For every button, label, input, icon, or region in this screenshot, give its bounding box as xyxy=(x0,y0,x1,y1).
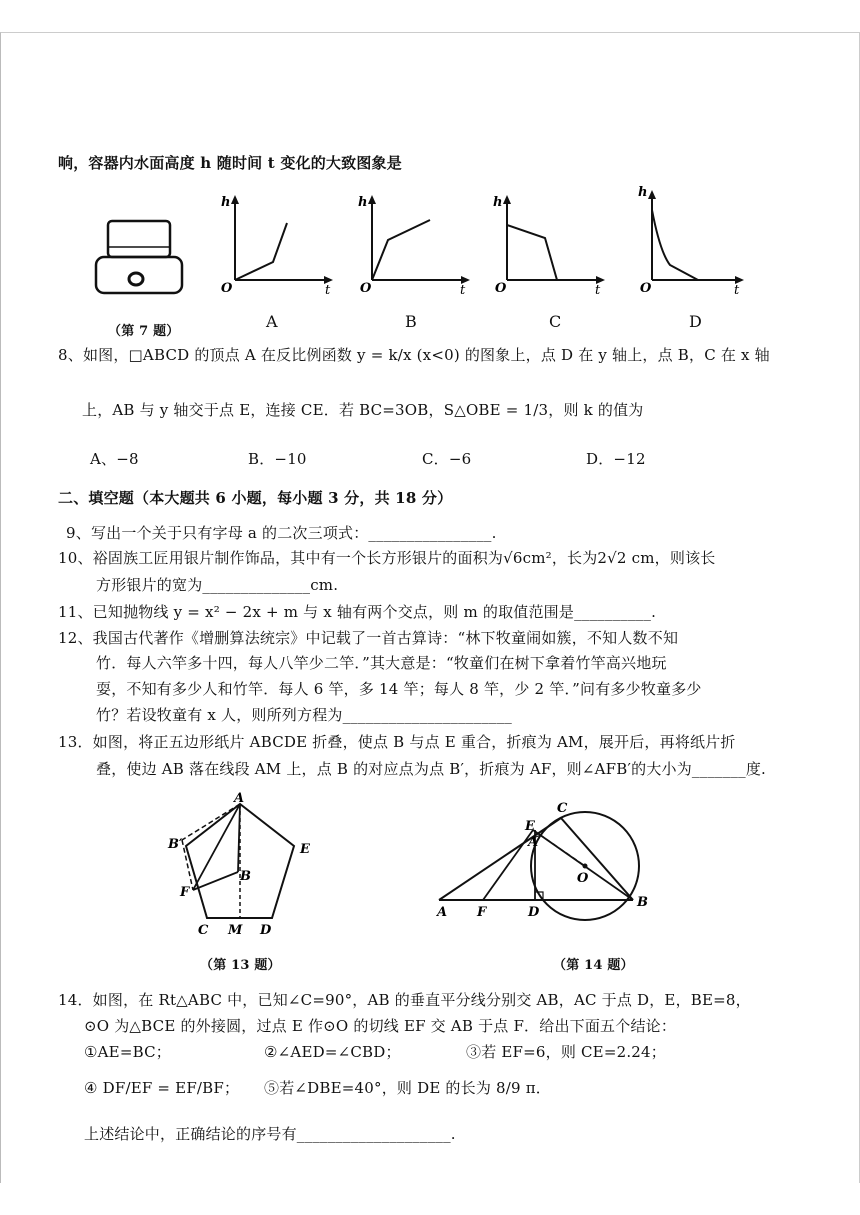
q7-graph-c xyxy=(487,190,612,300)
q7-graph-d xyxy=(630,180,755,300)
q7-option-d: D xyxy=(689,312,703,331)
q7a-h-label: h xyxy=(221,195,231,210)
q8-option-c: C．−6 xyxy=(422,450,472,468)
q13-label-b1: B′ xyxy=(168,837,183,852)
q8-line1: 8、如图，□ABCD 的顶点 A 在反比例函数 y = k/x (x<0) 的图象上，点 D 在 y 轴上，点 B，C 在 x 轴 xyxy=(58,346,770,364)
q10-line1: 10、裕固族工匠用银片制作饰品，其中有一个长方形银片的面积为√6cm²，长为2√2 cm，则该长 xyxy=(58,549,716,567)
q8-option-b: B．−10 xyxy=(248,450,307,468)
q13-label-e: E xyxy=(300,842,310,857)
q13-line1: 13．如图，将正五边形纸片 ABCDE 折叠，使点 B 与点 E 重合，折痕为 AM，展开后，再将纸片折 xyxy=(58,733,736,751)
q13-caption: （第 13 题） xyxy=(200,958,281,973)
q14-label-b: B xyxy=(637,895,648,910)
q7b-origin-label: O xyxy=(360,281,372,296)
q10-line2: 方形银片的宽为______________cm. xyxy=(96,576,339,594)
q13-label-f: F xyxy=(180,885,190,900)
q13-label-d: D xyxy=(260,923,272,938)
q7b-t-label: t xyxy=(460,283,466,298)
q14-answer-line: 上述结论中，正确结论的序号有____________________. xyxy=(84,1125,456,1143)
q8-line2: 上，AB 与 y 轴交于点 E，连接 CE．若 BC=3OB，S△OBE = 1/3，则 k 的值为 xyxy=(82,401,644,419)
q7-graph-b xyxy=(352,190,477,300)
q14-conclusion-5: ⑤若∠DBE=40°，则 DE 的长为 8/9 π． xyxy=(264,1079,551,1097)
q11-text: 11、已知抛物线 y = x² − 2x + m 与 x 轴有两个交点，则 m 的取值范围是__________. xyxy=(58,603,657,621)
q7-option-c: C xyxy=(549,312,562,331)
q12-line3: 耍，不知有多少人和竹竿．每人 6 竿，多 14 竿；每人 8 竿，少 2 竿．”问有多少牧童多少 xyxy=(96,680,702,698)
q7d-h-label: h xyxy=(638,185,648,200)
q7a-origin-label: O xyxy=(221,281,233,296)
q13-pentagon-figure xyxy=(160,790,320,940)
q7b-h-label: h xyxy=(358,195,368,210)
q7-caption: （第 7 题） xyxy=(108,324,180,339)
q13-label-c: C xyxy=(198,923,209,938)
q14-conclusion-4: ④ DF/EF = EF/BF； xyxy=(84,1079,240,1097)
q13-label-m: M xyxy=(228,923,243,938)
q14-label-c: C xyxy=(557,801,568,816)
q14-label-a: A xyxy=(528,835,539,850)
q14-conclusion-2: ②∠AED=∠CBD； xyxy=(264,1043,401,1061)
q8-option-d: D．−12 xyxy=(586,450,646,468)
q8-option-a: A、−8 xyxy=(90,450,139,468)
q14-label-f: F xyxy=(477,905,487,920)
q7-graph-a xyxy=(215,190,340,300)
q7c-t-label: t xyxy=(595,283,601,298)
q7d-origin-label: O xyxy=(640,281,652,296)
q9-text: 9、写出一个关于只有字母 a 的二次三项式：________________. xyxy=(66,524,497,542)
section-heading: 二、填空题（本大题共 6 小题，每小题 3 分，共 18 分） xyxy=(58,489,453,507)
q12-line1: 12、我国古代著作《增删算法统宗》中记载了一首古算诗：“林下牧童闹如簇，不知人数不知 xyxy=(58,629,679,647)
q13-line2: 叠，使边 AB 落在线段 AM 上，点 B 的对应点为点 B′，折痕为 AF，则∠AFB′的大小为_______度. xyxy=(96,760,766,778)
q14-circle-figure xyxy=(425,790,670,925)
q14-label-e: E xyxy=(525,819,535,834)
q7-option-a: A xyxy=(266,312,278,331)
q12-line2: 竹．每人六竿多十四，每人八竿少二竿．”其大意是：“牧童们在树下拿着竹竿高兴地玩 xyxy=(96,654,667,672)
q14-label-o: O xyxy=(577,871,589,886)
q14-conclusion-3: ③若 EF=6，则 CE=2.24； xyxy=(466,1043,666,1061)
q7a-t-label: t xyxy=(325,283,331,298)
q14-line1: 14．如图，在 Rt△ABC 中，已知∠C=90°，AB 的垂直平分线分别交 AB，AC 于点 D，E，BE=8， xyxy=(58,991,751,1009)
q14-conclusion-1: ①AE=BC； xyxy=(84,1043,171,1061)
q12-line4: 竹？若设牧童有 x 人，则所列方程为______________________ xyxy=(96,706,512,724)
q7d-t-label: t xyxy=(734,283,740,298)
q14-label-a2: A xyxy=(437,905,448,920)
q7c-origin-label: O xyxy=(495,281,507,296)
q14-line2: ⊙O 为△BCE 的外接圆，过点 E 作⊙O 的切线 EF 交 AB 于点 F．给出下面五个结论： xyxy=(84,1017,677,1035)
q7c-h-label: h xyxy=(493,195,503,210)
q7-option-b: B xyxy=(405,312,417,331)
q13-label-a: A xyxy=(234,791,245,806)
q14-label-d: D xyxy=(528,905,540,920)
q14-caption: （第 14 题） xyxy=(553,958,634,973)
q7-container-figure xyxy=(90,215,195,300)
q7-stem: 响，容器内水面高度 h 随时间 t 变化的大致图象是 xyxy=(58,154,402,172)
q13-label-b: B xyxy=(240,869,251,884)
